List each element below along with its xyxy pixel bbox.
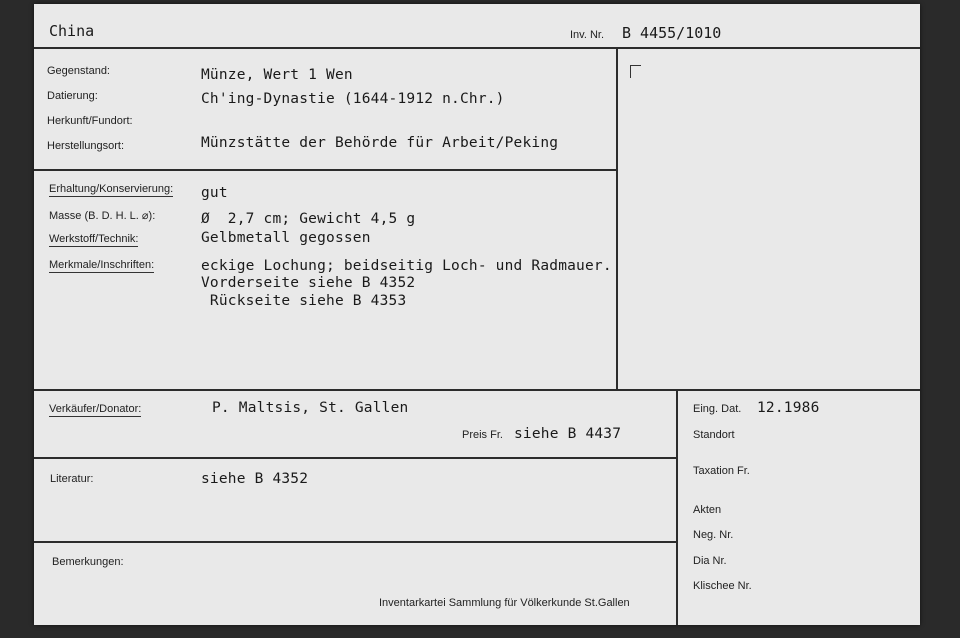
herkunft-label: Herkunft/Fundort:: [47, 115, 133, 127]
merkmale-line-3: Rückseite siehe B 4353: [201, 293, 407, 309]
dia-nr-label: Dia Nr.: [693, 555, 727, 567]
divider: [34, 47, 920, 49]
masse-label: Masse (B. D. H. L. ⌀):: [49, 210, 156, 222]
datierung-value: Ch'ing-Dynastie (1644-1912 n.Chr.): [201, 91, 505, 107]
divider: [34, 169, 617, 171]
merkmale-line-2: Vorderseite siehe B 4352: [201, 275, 416, 291]
erhaltung-value: gut: [201, 185, 228, 201]
preis-label: Preis Fr.: [462, 429, 503, 441]
herstellungsort-label: Herstellungsort:: [47, 140, 125, 152]
merkmale-label: Merkmale/Inschriften:: [49, 259, 155, 271]
masse-value: Ø 2,7 cm; Gewicht 4,5 g: [201, 211, 416, 227]
klischee-nr-label: Klischee Nr.: [693, 580, 752, 592]
divider: [676, 390, 678, 625]
werkstoff-value: Gelbmetall gegossen: [201, 230, 371, 246]
bemerkungen-label: Bemerkungen:: [52, 556, 124, 568]
inv-nr-label: Inv. Nr.: [570, 29, 605, 41]
literatur-label: Literatur:: [50, 473, 94, 485]
footer-text: Inventarkartei Sammlung für Völkerkunde St.Gallen: [379, 597, 630, 609]
akten-label: Akten: [693, 504, 722, 516]
preis-value: siehe B 4437: [514, 426, 622, 442]
inventory-card: [34, 4, 920, 625]
neg-nr-label: Neg. Nr.: [693, 529, 734, 541]
verkaeufer-value: P. Maltsis, St. Gallen: [212, 400, 409, 416]
eing-dat-label: Eing. Dat.: [693, 403, 742, 415]
datierung-label: Datierung:: [47, 90, 98, 102]
divider: [616, 49, 618, 390]
gegenstand-value: Münze, Wert 1 Wen: [201, 67, 353, 83]
corner-mark: [630, 65, 641, 78]
verkaeufer-label: Verkäufer/Donator:: [49, 403, 142, 415]
inv-nr-value: B 4455/1010: [622, 24, 722, 42]
standort-label: Standort: [693, 429, 735, 441]
eing-dat-value: 12.1986: [757, 400, 820, 416]
gegenstand-label: Gegenstand:: [47, 65, 110, 77]
divider: [34, 541, 677, 543]
divider: [34, 457, 677, 459]
divider: [34, 389, 920, 391]
merkmale-line-1: eckige Lochung; beidseitig Loch- und Radmauer.: [201, 258, 612, 274]
erhaltung-label: Erhaltung/Konservierung:: [49, 183, 174, 195]
taxation-label: Taxation Fr.: [693, 465, 750, 477]
herstellungsort-value: Münzstätte der Behörde für Arbeit/Peking: [201, 135, 559, 151]
country-title: China: [49, 22, 95, 40]
werkstoff-label: Werkstoff/Technik:: [49, 233, 139, 245]
literatur-value: siehe B 4352: [201, 471, 309, 487]
